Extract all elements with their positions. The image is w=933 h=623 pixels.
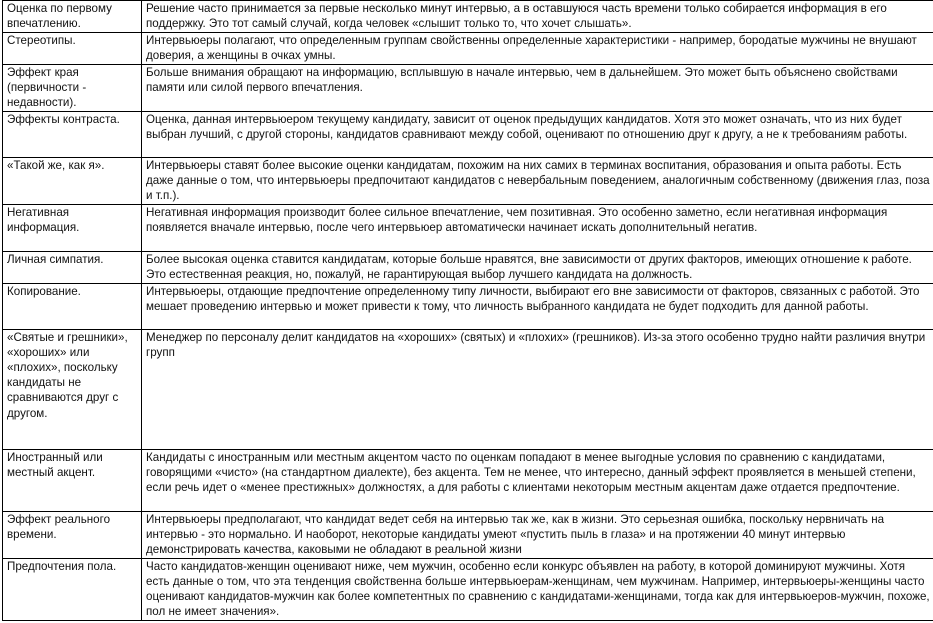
description-cell: Решение часто принимается за первые несколько минут интервью, а в оставшуюся часть времени только собирается информация в его поддержку. Это тот самый случай, когда человек «слышит только то, что хочет слышать». [142, 1, 933, 33]
description-cell: Интервьюеры предполагают, что кандидат ведет себя на интервью так же, как в жизни. Это серьезная ошибка, поскольку нервничать на интервью - это нормально. И наоборот, некоторые кандидаты умеют «пустить пыль в глаза» и на протяжении 40 минут интервью демонстрировать качества, каковыми не обладают в реальной жизни [142, 511, 933, 558]
term-cell: Иностранный или местный акцент. [3, 449, 142, 511]
table-row [3, 33, 933, 65]
term-cell: Эффект реального времени. [3, 511, 142, 558]
description-cell: Интервьюеры, отдающие предпочтение определенному типу личности, выбирают его вне зависимости от факторов, связанных с работой. Это мешает проведению интервью и может привести к тому, что личность выбранного кандидата не будет подходить для данной работы. [142, 283, 933, 329]
term-cell: Стереотипы. [3, 33, 142, 65]
description-cell: Более высокая оценка ставится кандидатам, которые больше нравятся, вне зависимости от других факторов, имеющих отношение к работе. Это естественная реакция, но, пожалуй, не гарантирующая выбор лучшего кандидата на должность. [142, 251, 933, 283]
table-row [3, 1, 933, 33]
table-row [3, 65, 933, 112]
table-row [3, 449, 933, 511]
table-row [3, 157, 933, 204]
description-cell: Менеджер по персоналу делит кандидатов на «хороших» (святых) и «плохих» (грешников). Из-за этого особенно трудно найти различия внутри групп [142, 329, 933, 449]
description-cell: Оценка, данная интервьюером текущему кандидату, зависит от оценок предыдущих кандидатов. Хотя это может означать, что из них будет выбран лучший, с другой стороны, кандидатов сравнивают между собой, оценивают по отношению друг к другу, а не к требованиям работы. [142, 111, 933, 157]
bias-table [2, 0, 933, 621]
term-cell: «Святые и грешники», «хороших» или «плохих», поскольку кандидаты не сравниваются друг с другом. [3, 329, 142, 449]
term-cell: Предпочтения пола. [3, 558, 142, 620]
table-row [3, 251, 933, 283]
term-cell: Негативная информация. [3, 204, 142, 251]
table-row [3, 329, 933, 449]
description-cell: Интервьюеры полагают, что определенным группам свойственны определенные характеристики - например, бородатые мужчины не внушают доверия, а женщины в очках умны. [142, 33, 933, 65]
term-cell: Эффект края (первичности - недавности). [3, 65, 142, 112]
description-cell: Негативная информация производит более сильное впечатление, чем позитивная. Это особенно заметно, если негативная информация появляется вначале интервью, после чего интервьюер автоматически начинает искать дополнительный негатив. [142, 204, 933, 251]
table-row [3, 511, 933, 558]
description-cell: Больше внимания обращают на информацию, всплывшую в начале интервью, чем в дальнейшем. Это может быть объяснено свойствами памяти или силой первого впечатления. [142, 65, 933, 112]
term-cell: Эффекты контраста. [3, 111, 142, 157]
table-row [3, 111, 933, 157]
table-row [3, 204, 933, 251]
term-cell: Копирование. [3, 283, 142, 329]
description-cell: Интервьюеры ставят более высокие оценки кандидатам, похожим на них самих в терминах воспитания, образования и опыта работы. Есть даже данные о том, что интервьюеры предпочитают кандидатов с невербальным поведением, аналогичным собственному (движения глаз, поза и т.п.). [142, 157, 933, 204]
term-cell: Личная симпатия. [3, 251, 142, 283]
table-row [3, 558, 933, 620]
term-cell: Оценка по первому впечатлению. [3, 1, 142, 33]
description-cell: Часто кандидатов-женщин оценивают ниже, чем мужчин, особенно если конкурс объявлен на работу, в которой доминируют мужчины. Хотя есть данные о том, что эта тенденция свойственна больше интервьюерам-женщинам, чем мужчинам. Например, интервьюеры-женщины часто оценивают кандидатов-мужчин как более компетентных по сравнению с кандидатами-женщинами, тогда как для интервьюеров-мужчин, похоже, пол не имеет значения». [142, 558, 933, 620]
description-cell: Кандидаты с иностранным или местным акцентом часто по оценкам попадают в менее выгодные условия по сравнению с кандидатами, говорящими «чисто» (на стандартном диалекте), без акцента. Тем не менее, что интересно, данный эффект проявляется в меньшей степени, если речь идет о «менее престижных» должностях, а для работы с клиентами некоторым местным акцентам даже отдается предпочтение. [142, 449, 933, 511]
term-cell: «Такой же, как я». [3, 157, 142, 204]
table-row [3, 283, 933, 329]
